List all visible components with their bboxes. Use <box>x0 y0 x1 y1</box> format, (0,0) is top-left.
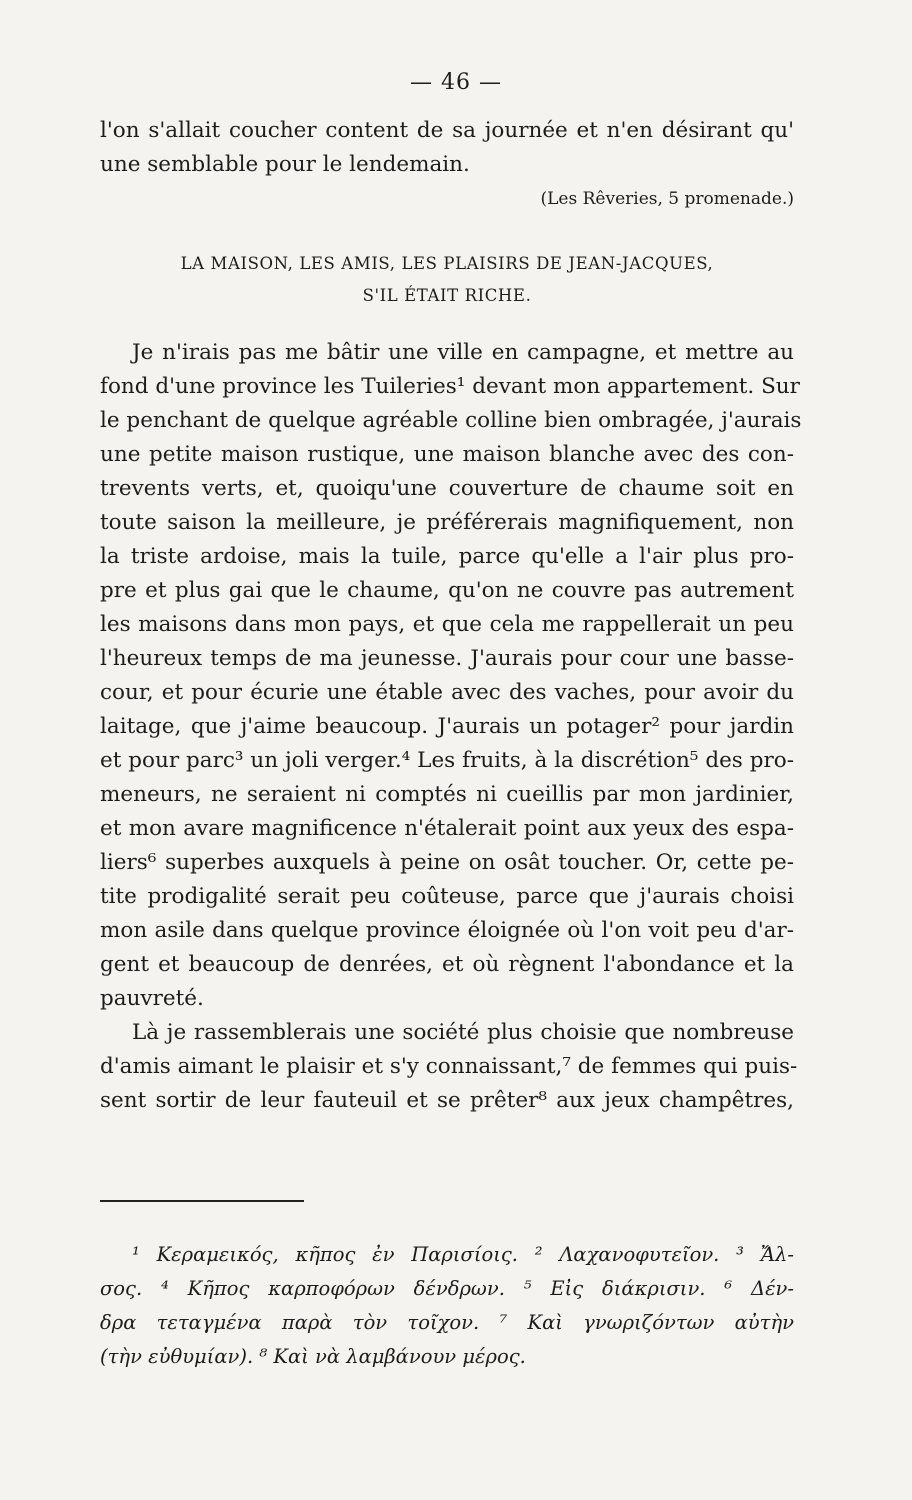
footnote-line: ¹ Κεραμεικός, κῆπος ἐν Παρισίοις. ² Λαχανοφυτεῖον. ³ Ἄλ- <box>132 1243 794 1266</box>
source-citation: (Les Rêveries, 5 promenade.) <box>540 189 794 209</box>
text-line: mon asile dans quelque province éloignée où l'on voit peu d'ar- <box>100 918 794 943</box>
text-line: une petite maison rustique, une maison blanche avec des con- <box>100 442 794 467</box>
text-line: le penchant de quelque agréable colline bien ombragée, j'aurais <box>100 408 802 433</box>
text-line: pauvreté. <box>100 986 204 1011</box>
heading-line: S'IL ÉTAIT RICHE. <box>362 286 532 305</box>
text-line: Je n'irais pas me bâtir une ville en campagne, et mettre au <box>132 340 794 365</box>
text-line: meneurs, ne seraient ni comptés ni cueillis par mon jardinier, <box>100 782 794 807</box>
text-line: trevents verts, et, quoiqu'une couverture de chaume soit en <box>100 476 794 501</box>
footnote-line: δρα τεταγμένα παρὰ τὸν τοῖχον. ⁷ Καὶ γνωριζόντων αὐτὴν <box>100 1311 794 1334</box>
page-number: — 46 — <box>410 70 502 95</box>
heading-line: LA MAISON, LES AMIS, LES PLAISIRS DE JEAN-JACQUES, <box>180 254 714 273</box>
text-line: gent et beaucoup de denrées, et où règnent l'abondance et la <box>100 952 794 977</box>
text-line: tite prodigalité serait peu coûteuse, parce que j'aurais choisi <box>100 884 794 909</box>
text-line: cour, et pour écurie une étable avec des vaches, pour avoir du <box>100 680 794 705</box>
text-line: la triste ardoise, mais la tuile, parce qu'elle a l'air plus pro- <box>100 544 794 569</box>
text-line: et pour parc³ un joli verger.⁴ Les fruits, à la discrétion⁵ des pro- <box>100 748 794 773</box>
footnote-divider <box>100 1200 304 1202</box>
text-line: l'on s'allait coucher content de sa journée et n'en désirant qu' <box>100 118 794 143</box>
section-heading <box>100 248 794 312</box>
paragraph-1 <box>100 336 802 1118</box>
text-line: d'amis aimant le plaisir et s'y connaissant,⁷ de femmes qui puis- <box>100 1054 798 1079</box>
text-line: liers⁶ superbes auxquels à peine on osât toucher. Or, cette pe- <box>100 850 794 875</box>
text-line: les maisons dans mon pays, et que cela me rappellerait un peu <box>100 612 794 637</box>
text-line: Là je rassemblerais une société plus choisie que nombreuse <box>132 1020 794 1045</box>
text-line: l'heureux temps de ma jeunesse. J'aurais pour cour une basse- <box>100 646 794 671</box>
text-line: une semblable pour le lendemain. <box>100 152 470 177</box>
footnote-line: σος. ⁴ Κῆπος καρποφόρων δένδρων. ⁵ Εἰς διάκρισιν. ⁶ Δέν- <box>100 1277 794 1300</box>
text-line: fond d'une province les Tuileries¹ devant mon appartement. Sur <box>100 374 800 399</box>
footnotes <box>100 1238 794 1374</box>
text-line: pre et plus gai que le chaume, qu'on ne couvre pas autrement <box>100 578 794 603</box>
text-line: et mon avare magnificence n'étalerait point aux yeux des espa- <box>100 816 794 841</box>
text-line: toute saison la meilleure, je préférerais magnifiquement, non <box>100 510 794 535</box>
footnote-line: (τὴν εὐθυμίαν). ⁸ Καὶ νὰ λαμβάνουν μέρος. <box>100 1345 526 1368</box>
text-line: laitage, que j'aime beaucoup. J'aurais un potager² pour jardin <box>100 714 794 739</box>
main-text <box>100 114 794 216</box>
text-line: sent sortir de leur fauteuil et se prêter⁸ aux jeux champêtres, <box>100 1088 794 1113</box>
